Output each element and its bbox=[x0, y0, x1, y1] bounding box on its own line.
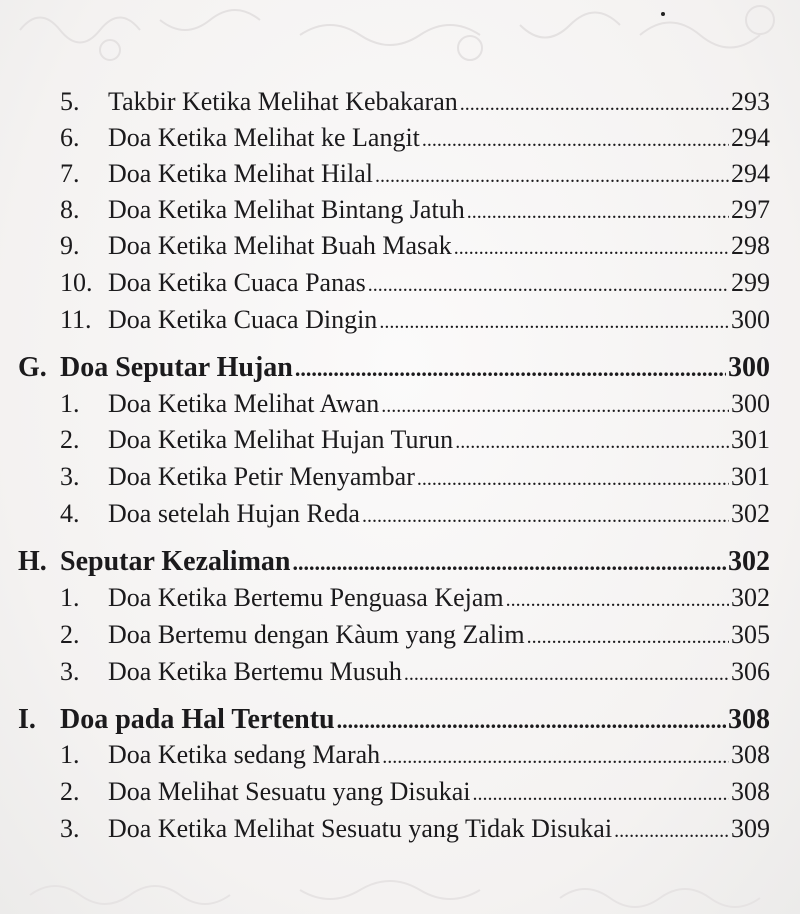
entry-number: 1. bbox=[60, 389, 80, 418]
entry-title: Doa Ketika Bertemu Penguasa Kejam bbox=[108, 583, 504, 612]
entry-number: 2. bbox=[60, 425, 80, 454]
section-letter: G. bbox=[18, 352, 47, 383]
entry-page-number: 305 bbox=[731, 620, 770, 649]
entry-page-number: 300 bbox=[731, 389, 770, 418]
entry-title: Doa Ketika Melihat Hujan Turun bbox=[108, 425, 454, 454]
entry-title: Doa Ketika Melihat Bintang Jatuh bbox=[108, 195, 465, 224]
entry-title: Doa Bertemu dengan Kàum yang Zalim bbox=[108, 620, 525, 649]
dot-leader bbox=[455, 424, 729, 460]
entry-number: 3. bbox=[60, 657, 80, 686]
entry-number: 10. bbox=[60, 268, 93, 297]
dot-leader bbox=[460, 86, 729, 122]
entry-number: 2. bbox=[60, 777, 80, 806]
entry-page-number: 297 bbox=[731, 195, 770, 224]
entry-number: 5. bbox=[60, 87, 80, 116]
section-title: Seputar Kezaliman bbox=[60, 546, 291, 577]
dot-leader bbox=[417, 461, 729, 497]
entry-title: Doa Ketika Melihat Hilal bbox=[108, 159, 373, 188]
dot-leader bbox=[467, 194, 729, 230]
entry-page-number: 294 bbox=[731, 123, 770, 152]
section-page-number: 300 bbox=[728, 352, 770, 383]
entry-page-number: 302 bbox=[731, 583, 770, 612]
entry-title: Doa Melihat Sesuatu yang Disukai bbox=[108, 777, 471, 806]
section-page-number: 308 bbox=[728, 704, 770, 735]
entry-title: Doa Ketika Melihat Sesuatu yang Tidak Disukai bbox=[108, 814, 613, 843]
toc-entry bbox=[60, 617, 770, 653]
dot-leader bbox=[527, 619, 729, 655]
entry-page-number: 308 bbox=[731, 740, 770, 769]
entry-title: Doa Ketika Petir Menyambar bbox=[108, 462, 415, 491]
toc-entry bbox=[60, 265, 770, 301]
dot-leader bbox=[454, 230, 729, 266]
dot-leader bbox=[337, 701, 726, 741]
entry-number: 1. bbox=[60, 583, 80, 612]
toc-section-heading bbox=[18, 700, 770, 740]
entry-title: Takbir Ketika Melihat Kebakaran bbox=[108, 87, 458, 116]
entry-title: Doa Ketika Bertemu Musuh bbox=[108, 657, 402, 686]
toc-entry bbox=[60, 496, 770, 532]
entry-page-number: 306 bbox=[731, 657, 770, 686]
entry-number: 2. bbox=[60, 620, 80, 649]
entry-page-number: 309 bbox=[731, 814, 770, 843]
dot-leader bbox=[381, 388, 729, 424]
toc-entry bbox=[60, 459, 770, 495]
section-letter: I. bbox=[18, 704, 36, 735]
entry-page-number: 301 bbox=[731, 425, 770, 454]
entry-page-number: 293 bbox=[731, 87, 770, 116]
dot-leader bbox=[473, 776, 730, 812]
dot-leader bbox=[404, 656, 729, 692]
toc-entry bbox=[60, 156, 770, 192]
entry-title: Doa setelah Hujan Reda bbox=[108, 499, 360, 528]
entry-page-number: 301 bbox=[731, 462, 770, 491]
toc-entry bbox=[60, 580, 770, 616]
entry-number: 8. bbox=[60, 195, 80, 224]
entry-title: Doa Ketika Cuaca Dingin bbox=[108, 305, 378, 334]
section-page-number: 302 bbox=[728, 546, 770, 577]
dot-leader bbox=[422, 122, 729, 158]
toc-entry bbox=[60, 84, 770, 120]
entry-page-number: 308 bbox=[731, 777, 770, 806]
dot-leader bbox=[295, 349, 726, 389]
toc-entry bbox=[60, 386, 770, 422]
entry-number: 4. bbox=[60, 499, 80, 528]
section-title: Doa pada Hal Tertentu bbox=[60, 704, 335, 735]
entry-number: 6. bbox=[60, 123, 80, 152]
toc-entry bbox=[60, 811, 770, 847]
entry-page-number: 294 bbox=[731, 159, 770, 188]
dot-leader bbox=[292, 543, 726, 583]
toc-entry bbox=[60, 302, 770, 338]
entry-page-number: 299 bbox=[731, 268, 770, 297]
toc-entry bbox=[60, 228, 770, 264]
toc-section-heading bbox=[18, 348, 770, 388]
entry-number: 9. bbox=[60, 231, 80, 260]
dot-leader bbox=[362, 498, 729, 534]
toc-entry bbox=[60, 120, 770, 156]
section-title: Doa Seputar Hujan bbox=[60, 352, 293, 383]
dot-leader bbox=[379, 304, 729, 340]
entry-title: Doa Ketika Melihat Buah Masak bbox=[108, 231, 452, 260]
entry-title: Doa Ketika Melihat Awan bbox=[108, 389, 380, 418]
entry-number: 3. bbox=[60, 462, 80, 491]
section-letter: H. bbox=[18, 546, 47, 577]
toc-entry bbox=[60, 192, 770, 228]
entry-page-number: 302 bbox=[731, 499, 770, 528]
entry-title: Doa Ketika Cuaca Panas bbox=[108, 268, 366, 297]
dot-leader bbox=[506, 582, 729, 618]
dot-leader bbox=[368, 267, 729, 303]
dot-leader bbox=[382, 739, 729, 775]
dot-leader bbox=[375, 158, 729, 194]
entry-title: Doa Ketika Melihat ke Langit bbox=[108, 123, 420, 152]
toc-entry bbox=[60, 774, 770, 810]
toc-entry bbox=[60, 654, 770, 690]
entry-number: 3. bbox=[60, 814, 80, 843]
entry-number: 11. bbox=[60, 305, 92, 334]
entry-title: Doa Ketika sedang Marah bbox=[108, 740, 381, 769]
entry-number: 1. bbox=[60, 740, 80, 769]
toc-section-heading bbox=[18, 542, 770, 582]
entry-number: 7. bbox=[60, 159, 80, 188]
dot-leader bbox=[614, 813, 729, 849]
toc-entry bbox=[60, 737, 770, 773]
entry-page-number: 300 bbox=[731, 305, 770, 334]
toc-entry bbox=[60, 422, 770, 458]
entry-page-number: 298 bbox=[731, 231, 770, 260]
